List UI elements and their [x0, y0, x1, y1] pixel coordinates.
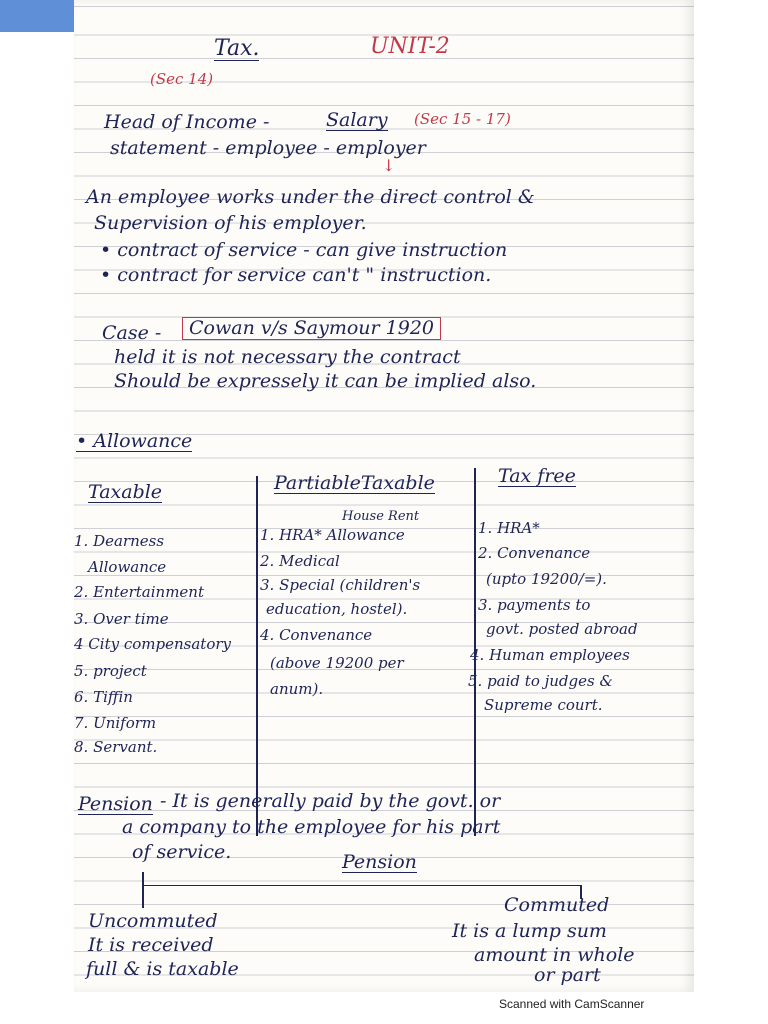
- uncommuted-line-1: It is received: [88, 934, 214, 956]
- section-14-note: (Sec 14): [150, 70, 214, 88]
- case-held-line: held it is not necessary the contract: [114, 346, 461, 368]
- taxable-item: 4 City compensatory: [74, 635, 231, 653]
- partially-taxable-item: anum).: [270, 680, 324, 698]
- statement-line: statement - employee - employer: [110, 137, 426, 159]
- tax-free-item: 4. Human employees: [470, 646, 630, 664]
- tax-free-item: 5. paid to judges &: [468, 672, 613, 690]
- partially-taxable-item: 2. Medical: [260, 552, 340, 570]
- taxable-item: Allowance: [88, 558, 167, 576]
- table-divider-left: [256, 476, 258, 836]
- head-of-income-label: Head of Income -: [104, 111, 270, 133]
- pension-tree-connector: [142, 885, 582, 886]
- partially-taxable-column-header: PartiableTaxable: [274, 472, 435, 494]
- tax-free-column-header: Tax free: [498, 465, 576, 487]
- pension-definition-line-1: - It is generally paid by the govt. or: [160, 790, 501, 812]
- contract-for-service: • contract for service can't " instruction.: [100, 264, 492, 286]
- definition-line-1: An employee works under the direct control &: [86, 186, 535, 208]
- taxable-item: 8. Servant.: [74, 738, 158, 756]
- case-name: Cowan v/s Saymour 1920: [182, 317, 441, 340]
- salary-section-note: (Sec 15 - 17): [414, 110, 511, 128]
- taxable-item: 2. Entertainment: [74, 583, 204, 601]
- hra-full-form-note: House Rent: [342, 509, 420, 524]
- pension-definition-line-3: of service.: [132, 841, 232, 863]
- case-implied-line: Should be expressely it can be implied also.: [114, 370, 537, 392]
- tax-free-item: 3. payments to: [478, 596, 591, 614]
- salary-term: Salary: [326, 109, 388, 131]
- taxable-item: 7. Uniform: [74, 714, 157, 732]
- uncommuted-line-2: full & is taxable: [86, 958, 239, 980]
- pension-label: Pension: [78, 793, 153, 815]
- case-label: Case -: [102, 322, 162, 344]
- scanner-watermark: Scanned with CamScanner: [499, 997, 645, 1011]
- taxable-item: 3. Over time: [74, 610, 169, 628]
- partially-taxable-item: education, hostel).: [266, 600, 408, 618]
- tax-free-item: Supreme court.: [484, 696, 603, 714]
- definition-line-2: Supervision of his employer.: [94, 212, 367, 234]
- partially-taxable-item: 3. Special (children's: [260, 576, 421, 594]
- tax-free-item: 2. Convenance: [478, 544, 591, 562]
- unit-title: UNIT-2: [370, 34, 450, 59]
- tax-free-item: 1. HRA*: [478, 519, 540, 537]
- allowance-heading: • Allowance: [76, 430, 193, 452]
- uncommuted-heading: Uncommuted: [88, 910, 218, 932]
- commuted-line-2: amount in whole: [474, 944, 635, 966]
- commuted-line-3: or part: [534, 964, 601, 986]
- contract-of-service: • contract of service - can give instruction: [100, 239, 508, 261]
- page-title-tax: Tax.: [214, 36, 260, 61]
- down-arrow-icon: ↓: [382, 156, 396, 175]
- taxable-item: 1. Dearness: [74, 532, 165, 550]
- tax-free-item: (upto 19200/=).: [486, 570, 607, 588]
- notebook-page: [74, 0, 694, 992]
- taxable-column-header: Taxable: [88, 481, 163, 503]
- commuted-heading: Commuted: [504, 894, 610, 916]
- pension-tree-root: Pension: [342, 851, 417, 873]
- pension-definition-line-2: a company to the employee for his part: [122, 816, 501, 838]
- partially-taxable-item: (above 19200 per: [270, 654, 404, 672]
- taxable-item: 5. project: [74, 662, 147, 680]
- partially-taxable-item: 1. HRA* Allowance: [260, 526, 405, 544]
- partially-taxable-item: 4. Convenance: [260, 626, 373, 644]
- taxable-item: 6. Tiffin: [74, 688, 133, 706]
- pension-tree-left-branch: [142, 872, 144, 908]
- tax-free-item: govt. posted abroad: [486, 620, 638, 638]
- commuted-line-1: It is a lump sum: [452, 920, 607, 942]
